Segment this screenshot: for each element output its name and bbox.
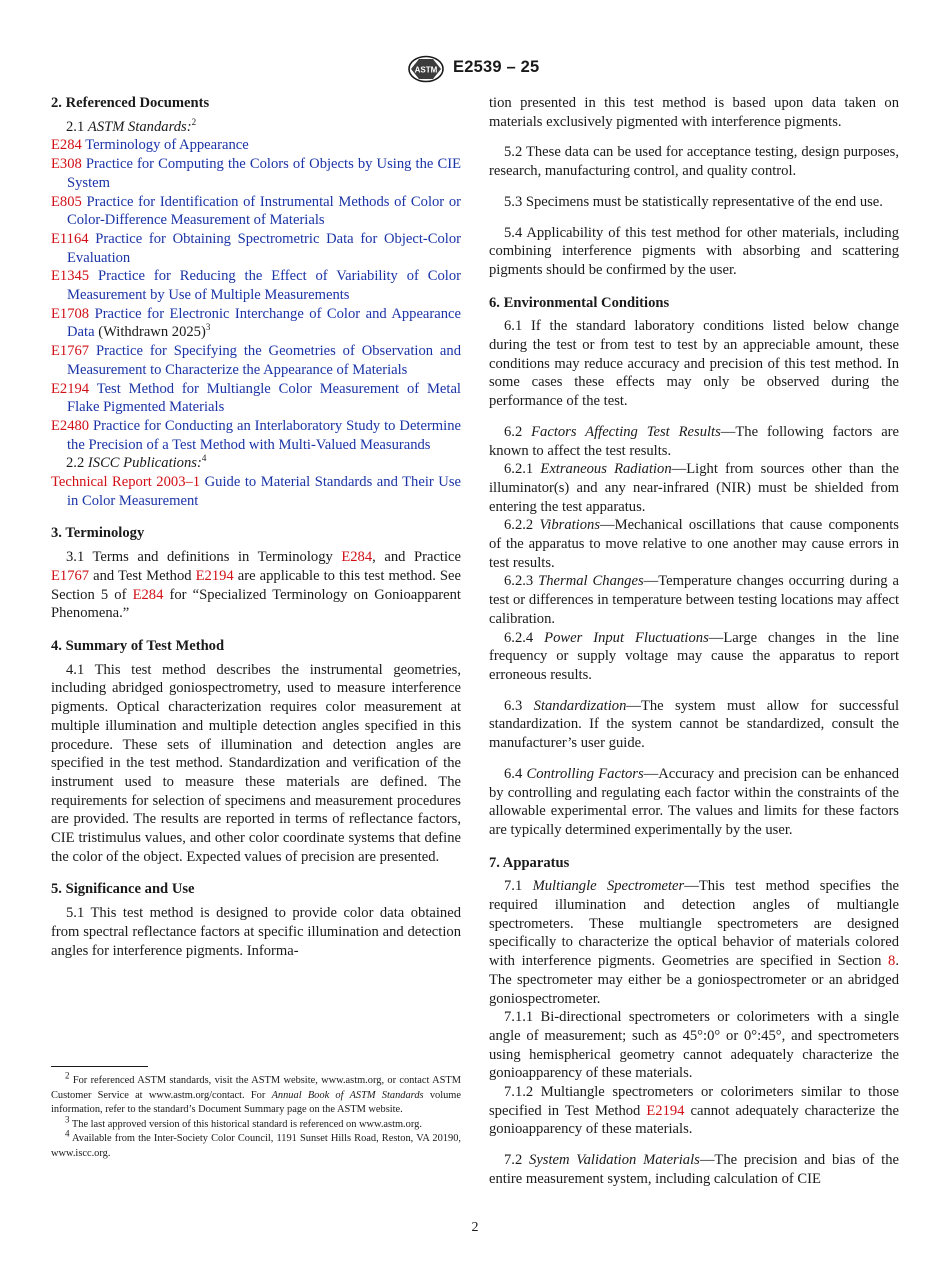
section-7-title: 7. Apparatus	[489, 854, 570, 871]
ref-link[interactable]: E284	[132, 586, 164, 603]
footnote-2: $^2$ For referenced ASTM standards, visit the ASTM website, www.astm.org, or contact ASTM Customer Service at www.astm.org/contact. For Annual Book of ASTM Standards volume information, refer to the standard’s Document Summary page on the ASTM website.	[51, 1070, 461, 1115]
paragraph-5-3: 5.3 Specimens must be statistically representative of the end use.	[504, 193, 883, 210]
section-5-title: 5. Significance and Use	[51, 881, 195, 898]
section-6-title: 6. Environmental Conditions	[489, 294, 670, 311]
section-2-title: 2. Referenced Documents	[51, 95, 210, 111]
paragraph-7-1: 7.1 Multiangle Spectrometer—This test method specifies the required illumination and detection angles of multiangle spectrometers. These multiangle spectrometers are designed specifically to characterize the optical behavior of materials colored with interference pigments. Geometries are specified in Section 8. The spectrometer may either be a goniospectrometer or an abridged goniospectrometer.	[489, 878, 899, 1007]
paragraph-6-4: 6.4 Controlling Factors—Accuracy and precision can be enhanced by controlling and regulating each factor within the constraints of the allowable experimental error. The values and limits for these factors are typically determined experimentally by the user.	[489, 765, 899, 838]
footnote-rule	[51, 1066, 148, 1067]
paragraph-5-2: 5.2 These data can be used for acceptance testing, design purposes, research, manufacturing control, and quality control.	[489, 144, 899, 180]
paragraph-6-2-2: 6.2.2 Vibrations—Mechanical oscillations that cause components of the apparatus to move relative to one another may cause errors in test results.	[489, 517, 899, 571]
section-3-title: 3. Terminology	[51, 525, 145, 542]
right-column	[489, 94, 899, 1189]
paragraph-7-1-2: 7.1.2 Multiangle spectrometers or colorimeters similar to those specified in Test Method E2194 cannot adequately characterize the gonioapparency of these materials.	[489, 1084, 899, 1138]
ref-link[interactable]: 8	[888, 953, 896, 970]
reference-item[interactable]: E2480 Practice for Conducting an Interlaboratory Study to Determine the Precision of a Test Method with Multi-Valued Measurands	[51, 417, 461, 453]
paragraph-7-2: 7.2 System Validation Materials—The precision and bias of the entire measurement system, including calculation of CIE	[489, 1152, 899, 1187]
ref-link[interactable]: E2194	[195, 567, 234, 584]
reference-item[interactable]: E805 Practice for Identification of Instrumental Methods of Color or Color-Difference Measurement of Materials	[51, 193, 461, 229]
paragraph-6-2-1: 6.2.1 Extraneous Radiation—Light from sources other than the illuminator(s) and any near-infrared (NIR) must be shielded from entering the test apparatus.	[489, 461, 899, 515]
footnote-4: $^4$ Available from the Inter-Society Color Council, 1191 Sunset Hills Road, Reston, VA 20190, www.iscc.org.	[51, 1128, 461, 1159]
astm-logo-icon	[407, 55, 445, 83]
reference-list	[51, 136, 461, 454]
paragraph-4-1: 4.1 This test method describes the instrumental geometries, including abridged goniospectrometry, used to measure interference pigments. Optical characterization requires color measurement at multiple illumination and multiple detection angles specified in this procedure. These sets of illumination and detection angles are specified in the test method. Standardization and verification of the instrument used to measure these materials are defined. The requirements for selection of specimens and measurement procedures are provided. The results are reported in terms of reflectance factors, CIE tristimulus values, and other color coordinate systems that define the color of the object. Expected values of precision are presented.	[51, 661, 461, 865]
page-header	[0, 55, 950, 85]
footnote-3: $^3$ The last approved version of this historical standard is referenced on www.astm.org.	[65, 1114, 422, 1130]
page-number: 2	[471, 1220, 479, 1235]
paragraph-6-1: 6.1 If the standard laboratory conditions listed below change during the test or from test to test by an appreciable amount, these conditions may reduce accuracy and precision of this test method. In some cases these effects may only be observed during the performance of the test.	[489, 318, 899, 410]
reference-item[interactable]: E1708 Practice for Electronic Interchange of Color and Appearance Data (Withdrawn 2025)$^3$	[51, 305, 461, 341]
iscc-reference[interactable]: Technical Report 2003–1 Guide to Material Standards and Their Use in Color Measurement	[51, 474, 461, 509]
reference-item[interactable]: E284 Terminology of Appearance	[51, 137, 249, 154]
reference-item[interactable]: E308 Practice for Computing the Colors of Objects by Using the CIE System	[51, 156, 461, 191]
reference-item[interactable]: E2194 Test Method for Multiangle Color Measurement of Metal Flake Pigmented Materials	[51, 380, 461, 416]
ref-link[interactable]: E1767	[51, 567, 90, 584]
paragraph-5-1: 5.1 This test method is designed to provide color data obtained from spectral reflectance factors at specific illumination and detection angles for interference pigments. Informa-	[51, 905, 461, 959]
section-4-title: 4. Summary of Test Method	[51, 637, 225, 654]
footnotes	[51, 1070, 461, 1161]
paragraph-5-1-continued: tion presented in this test method is based upon data taken on materials exclusively pigmented with interference pigments.	[489, 95, 899, 130]
document-designation: E2539 – 25	[453, 58, 540, 76]
subsection-2-2: 2.2 ISCC Publications:$^4$	[66, 453, 207, 472]
ref-link[interactable]: E284	[341, 549, 373, 566]
subsection-2-1: 2.1 ASTM Standards:$^2$	[66, 116, 197, 135]
reference-item[interactable]: E1345 Practice for Reducing the Effect of Variability of Color Measurement by Use of Multiple Measurements	[51, 268, 461, 304]
logo-text: ASTM	[414, 65, 438, 75]
paragraph-3-1: 3.1 Terms and definitions in Terminology E284, and Practice E1767 and Test Method E2194 are applicable to this test method. See Section 5 of E284 for “Specialized Terminology on Gonioapparent Phenomena.”	[51, 549, 461, 622]
paragraph-7-1-1: 7.1.1 Bi-directional spectrometers or colorimeters with a single angle of measurement; such as 45°:0° or 0°:45°, and spectrometers using hemispherical geometry cannot adequately characterize the gonioapparency of these materials.	[489, 1009, 899, 1082]
paragraph-6-2: 6.2 Factors Affecting Test Results—The following factors are known to affect the test results.	[489, 423, 900, 459]
reference-item[interactable]: E1164 Practice for Obtaining Spectrometric Data for Object-Color Evaluation	[51, 230, 461, 266]
paragraph-6-2-4: 6.2.4 Power Input Fluctuations—Large changes in the line frequency or supply voltage may cause the apparatus to report erroneous results.	[489, 629, 899, 683]
paragraph-5-4: 5.4 Applicability of this test method for other materials, including combining interference pigments with absorbing and scattering pigments should be confirmed by the user.	[489, 224, 899, 278]
ref-link[interactable]: E2194	[646, 1102, 685, 1119]
paragraph-6-3: 6.3 Standardization—The system must allow for successful standardization. If the system cannot be standardized, consult the manufacturer’s user guide.	[489, 697, 900, 752]
paragraph-6-2-3: 6.2.3 Thermal Changes—Temperature changes occurring during a test or differences in temperature between testing locations may affect calibration.	[489, 573, 900, 627]
left-column	[51, 94, 461, 960]
reference-item[interactable]: E1767 Practice for Specifying the Geometries of Observation and Measurement to Characterize the Appearance of Materials	[51, 343, 461, 378]
